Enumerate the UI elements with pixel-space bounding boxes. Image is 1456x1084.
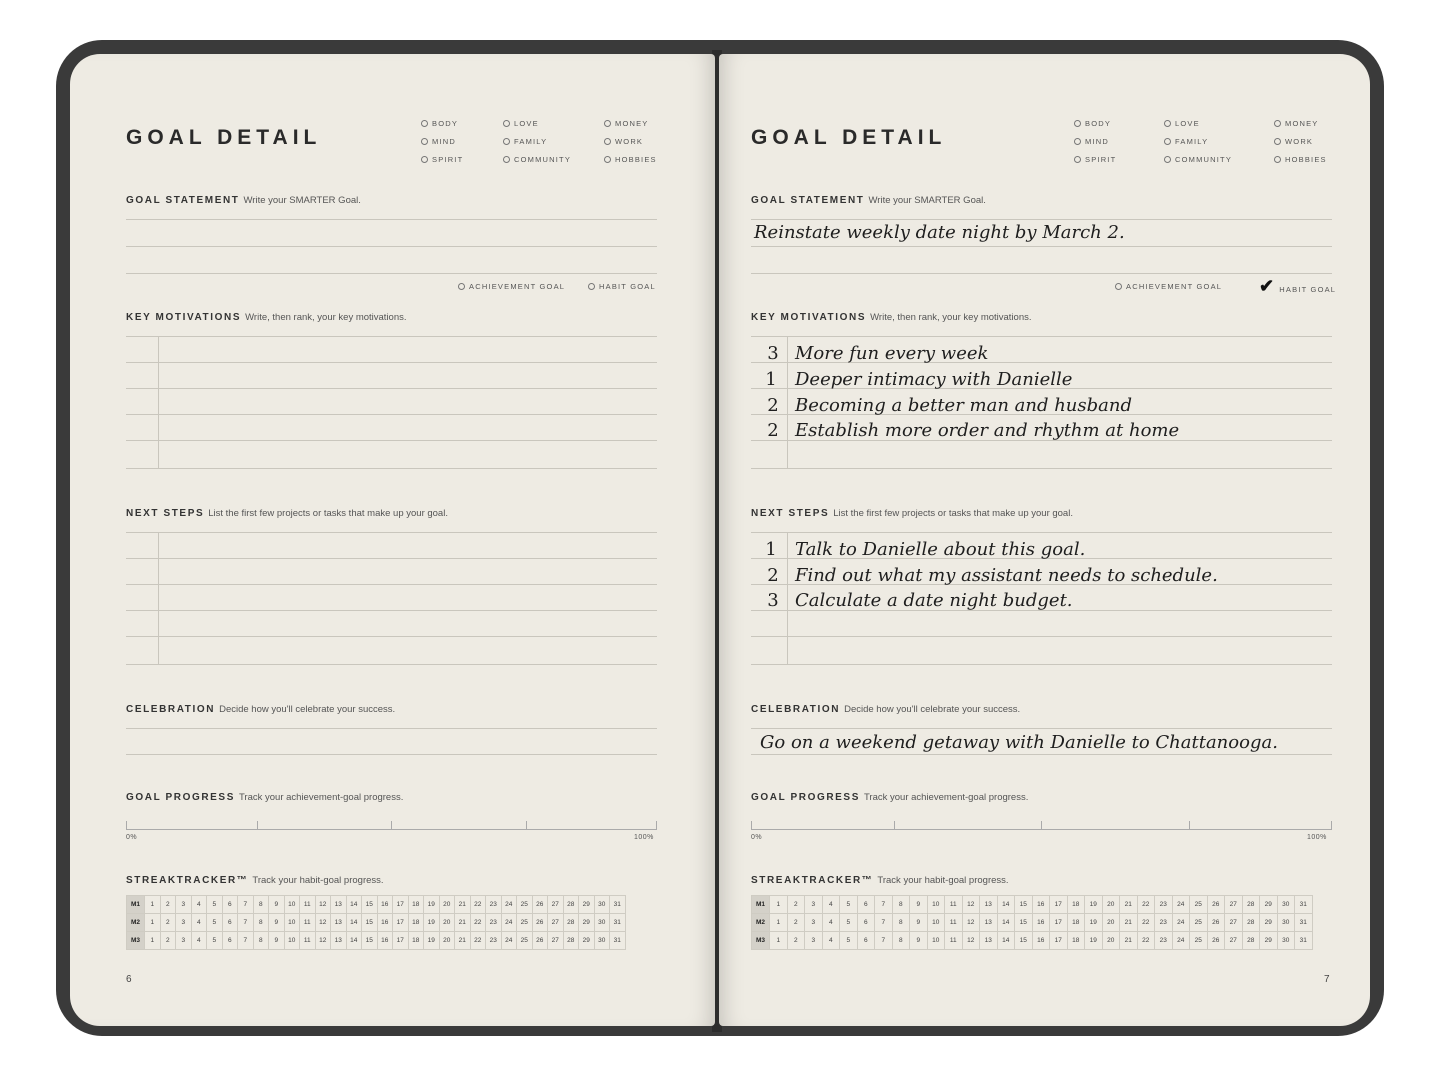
category-option[interactable]: COMMUNITY [503,155,571,164]
streak-day-cell[interactable]: 31 [1295,896,1313,914]
streak-day-cell[interactable]: 4 [191,896,207,914]
streak-day-cell[interactable]: 1 [770,896,788,914]
streak-day-cell[interactable]: 19 [1085,896,1103,914]
streak-day-cell[interactable]: 13 [980,896,998,914]
goal-statement-header: GOAL STATEMENT Write your SMARTER Goal. [751,195,986,206]
achievement-goal-option[interactable]: ACHIEVEMENT GOAL [458,282,565,291]
streak-row [752,896,1313,914]
category-option[interactable]: MIND [1074,137,1109,146]
streak-day-cell[interactable]: 23 [1155,896,1173,914]
streak-day-cell[interactable]: 28 [1242,896,1260,914]
page-title: GOAL DETAIL [126,126,322,149]
streak-day-cell[interactable]: 12 [962,932,980,950]
streak-day-cell[interactable]: 26 [1207,896,1225,914]
radio-circle-icon [421,156,428,163]
streak-day-cell[interactable]: 16 [1032,914,1050,932]
radio-circle-icon [588,283,595,290]
streak-day-cell[interactable]: 9 [269,932,285,950]
streak-day-cell[interactable]: 27 [548,932,564,950]
streak-day-cell[interactable]: 24 [501,932,517,950]
streak-day-cell[interactable]: 30 [1277,896,1295,914]
category-option[interactable]: MIND [421,137,456,146]
rule-line [126,219,657,220]
streak-day-cell[interactable]: 10 [284,932,300,950]
streak-day-cell[interactable]: 9 [269,914,285,932]
streak-day-cell[interactable]: 9 [269,896,285,914]
progress-end-label: 100% [634,834,654,841]
streak-row [752,914,1313,932]
streak-day-cell[interactable]: 15 [362,896,378,914]
radio-circle-icon [421,120,428,127]
category-option[interactable]: BODY [1074,119,1111,128]
streak-day-cell[interactable]: 30 [594,896,610,914]
goal-statement-text[interactable]: Reinstate weekly date night by March 2. [754,222,1125,243]
streak-day-cell[interactable]: 19 [424,914,440,932]
next-step-number[interactable]: 1 [765,539,777,560]
streak-day-cell[interactable]: 1 [145,932,161,950]
left-page [70,54,715,1026]
streak-day-cell[interactable]: 21 [455,896,471,914]
streak-day-cell[interactable]: 18 [408,914,424,932]
streak-day-cell[interactable]: 2 [787,932,805,950]
page-title: GOAL DETAIL [751,126,947,149]
page-number: 6 [126,974,132,985]
radio-circle-icon [1274,156,1281,163]
streak-day-cell[interactable]: 14 [997,914,1015,932]
streak-day-cell[interactable]: 20 [439,914,455,932]
streak-row-label: M3 [752,932,770,950]
radio-circle-icon [503,156,510,163]
category-option[interactable]: LOVE [1164,119,1200,128]
goal-statement-header: GOAL STATEMENT Write your SMARTER Goal. [126,195,361,206]
next-steps-header: NEXT STEPS List the first few projects or tasks that make up your goal. [751,508,1073,519]
right-page [719,54,1370,1026]
streak-day-cell[interactable]: 7 [875,896,893,914]
streak-day-cell[interactable]: 23 [486,914,502,932]
streak-day-cell[interactable]: 13 [331,896,347,914]
streak-day-cell[interactable]: 15 [1015,932,1033,950]
streak-day-cell[interactable]: 14 [346,914,362,932]
radio-circle-icon [604,156,611,163]
key-motivations-header: KEY MOTIVATIONS Write, then rank, your key motivations. [751,312,1032,323]
streak-day-cell[interactable]: 27 [548,896,564,914]
category-option[interactable]: WORK [604,137,643,146]
streak-day-cell[interactable]: 19 [1085,914,1103,932]
streak-day-cell[interactable]: 6 [222,896,238,914]
streak-day-cell[interactable]: 28 [563,932,579,950]
streak-day-cell[interactable]: 3 [805,932,823,950]
streak-day-cell[interactable]: 12 [315,896,331,914]
streak-day-cell[interactable]: 4 [822,932,840,950]
streak-day-cell[interactable]: 31 [610,932,626,950]
streak-day-cell[interactable]: 5 [840,896,858,914]
radio-circle-icon [1074,138,1081,145]
streak-day-cell[interactable]: 16 [377,896,393,914]
streak-day-cell[interactable]: 24 [501,914,517,932]
streak-day-cell[interactable]: 22 [1137,932,1155,950]
streak-day-cell[interactable]: 4 [191,932,207,950]
streak-day-cell[interactable]: 7 [238,914,254,932]
habit-goal-option[interactable]: ✔ HABIT GOAL [1259,276,1337,296]
streak-day-cell[interactable]: 21 [455,932,471,950]
streak-day-cell[interactable]: 15 [1015,896,1033,914]
streak-day-cell[interactable]: 6 [222,932,238,950]
streak-day-cell[interactable]: 3 [176,896,192,914]
habit-goal-option[interactable]: HABIT GOAL [588,282,656,291]
streak-day-cell[interactable]: 20 [439,896,455,914]
celebration-text[interactable]: Go on a weekend getaway with Danielle to Chattanooga. [760,732,1278,753]
streak-day-cell[interactable]: 14 [346,896,362,914]
streak-row [127,914,626,932]
streak-day-cell[interactable]: 31 [1295,932,1313,950]
streak-day-cell[interactable]: 30 [1277,932,1295,950]
streak-day-cell[interactable]: 8 [892,896,910,914]
streak-day-cell[interactable]: 8 [253,932,269,950]
streak-day-cell[interactable]: 16 [1032,932,1050,950]
category-option[interactable]: MONEY [604,119,649,128]
motivation-text[interactable]: Deeper intimacy with Danielle [795,369,1073,390]
streak-day-cell[interactable]: 12 [962,896,980,914]
rule-line [126,246,657,247]
streak-day-cell[interactable]: 12 [315,914,331,932]
next-step-number[interactable]: 2 [767,565,779,586]
streak-day-cell[interactable]: 26 [532,914,548,932]
streak-day-cell[interactable]: 24 [1172,896,1190,914]
streaktracker-header: STREAKTRACKER™ Track your habit-goal progress. [126,875,384,886]
streak-row-label: M2 [127,914,145,932]
streak-day-cell[interactable]: 28 [563,914,579,932]
streak-day-cell[interactable]: 23 [1155,914,1173,932]
streak-row [127,932,626,950]
motivation-text[interactable]: Becoming a better man and husband [795,395,1133,416]
streak-day-cell[interactable]: 5 [207,896,223,914]
streak-day-cell[interactable]: 19 [424,896,440,914]
streak-day-cell[interactable]: 23 [486,896,502,914]
streak-day-cell[interactable]: 28 [1242,932,1260,950]
streak-day-cell[interactable]: 3 [805,914,823,932]
streak-day-cell[interactable]: 3 [805,896,823,914]
streak-day-cell[interactable]: 8 [253,896,269,914]
streak-day-cell[interactable]: 5 [840,914,858,932]
streak-day-cell[interactable]: 17 [1050,914,1068,932]
streak-day-cell[interactable]: 21 [1120,932,1138,950]
streak-day-cell[interactable]: 20 [439,932,455,950]
streak-day-cell[interactable]: 3 [176,932,192,950]
streak-day-cell[interactable]: 28 [563,896,579,914]
streak-day-cell[interactable]: 8 [253,914,269,932]
streak-day-cell[interactable]: 10 [927,896,945,914]
motivation-rank[interactable]: 3 [767,343,779,364]
streak-day-cell[interactable]: 28 [1242,914,1260,932]
category-option[interactable]: LOVE [503,119,539,128]
streak-day-cell[interactable]: 15 [1015,914,1033,932]
page-number: 7 [1324,974,1330,985]
streak-day-cell[interactable]: 19 [1085,932,1103,950]
streak-day-cell[interactable]: 1 [770,932,788,950]
streak-day-cell[interactable]: 1 [145,914,161,932]
streak-day-cell[interactable]: 14 [997,932,1015,950]
streak-day-cell[interactable]: 16 [377,914,393,932]
streak-table [126,895,626,950]
motivation-rank[interactable]: 2 [767,395,779,416]
streak-day-cell[interactable]: 25 [517,896,533,914]
streak-day-cell[interactable]: 23 [486,932,502,950]
category-option[interactable]: WORK [1274,137,1313,146]
streak-day-cell[interactable]: 16 [377,932,393,950]
streak-day-cell[interactable]: 21 [455,914,471,932]
streak-day-cell[interactable]: 11 [300,914,316,932]
next-step-text[interactable]: Find out what my assistant needs to schedule. [795,565,1218,586]
streak-day-cell[interactable]: 29 [1260,914,1278,932]
streak-day-cell[interactable]: 5 [207,932,223,950]
streak-day-cell[interactable]: 17 [1050,896,1068,914]
category-option[interactable]: COMMUNITY [1164,155,1232,164]
category-option[interactable]: FAMILY [503,137,547,146]
next-step-text[interactable]: Calculate a date night budget. [795,590,1073,611]
motivation-text[interactable]: Establish more order and rhythm at home [795,420,1180,441]
streak-day-cell[interactable]: 17 [393,914,409,932]
streak-day-cell[interactable]: 11 [300,896,316,914]
streak-day-cell[interactable]: 13 [980,932,998,950]
streak-day-cell[interactable]: 30 [1277,914,1295,932]
streak-day-cell[interactable]: 13 [980,914,998,932]
streak-day-cell[interactable]: 7 [875,932,893,950]
streak-day-cell[interactable]: 10 [284,914,300,932]
streak-day-cell[interactable]: 19 [424,932,440,950]
streak-day-cell[interactable]: 27 [1225,914,1243,932]
goal-progress-header: GOAL PROGRESS Track your achievement-goal progress. [126,792,404,803]
next-step-number[interactable]: 3 [767,590,779,611]
streak-day-cell[interactable]: 22 [470,914,486,932]
progress-start-label: 0% [126,834,138,841]
streak-day-cell[interactable]: 9 [910,896,928,914]
streak-day-cell[interactable]: 2 [787,914,805,932]
category-option[interactable]: FAMILY [1164,137,1208,146]
streak-day-cell[interactable]: 29 [1260,932,1278,950]
streak-day-cell[interactable]: 30 [594,932,610,950]
radio-circle-icon [421,138,428,145]
streak-day-cell[interactable]: 25 [1190,932,1208,950]
streak-row [752,932,1313,950]
streak-day-cell[interactable]: 31 [1295,914,1313,932]
category-option[interactable]: SPIRIT [1074,155,1116,164]
streak-day-cell[interactable]: 6 [857,914,875,932]
streak-day-cell[interactable]: 20 [1102,914,1120,932]
radio-circle-icon [458,283,465,290]
category-option[interactable]: MONEY [1274,119,1319,128]
streak-day-cell[interactable]: 21 [1120,896,1138,914]
category-option[interactable]: BODY [421,119,458,128]
streak-day-cell[interactable]: 9 [910,914,928,932]
streak-day-cell[interactable]: 8 [892,932,910,950]
streak-day-cell[interactable]: 11 [945,896,963,914]
streak-day-cell[interactable]: 12 [315,932,331,950]
streak-row-label: M3 [127,932,145,950]
streak-day-cell[interactable]: 22 [470,932,486,950]
streak-day-cell[interactable]: 11 [945,914,963,932]
streak-row-label: M1 [752,896,770,914]
streak-day-cell[interactable]: 25 [1190,914,1208,932]
streak-day-cell[interactable]: 6 [857,932,875,950]
streak-day-cell[interactable]: 29 [1260,896,1278,914]
streak-day-cell[interactable]: 18 [1067,932,1085,950]
streak-day-cell[interactable]: 10 [927,932,945,950]
streak-day-cell[interactable]: 26 [1207,932,1225,950]
streak-day-cell[interactable]: 4 [822,914,840,932]
radio-circle-icon [1164,138,1171,145]
streak-day-cell[interactable]: 27 [1225,932,1243,950]
streak-day-cell[interactable]: 22 [470,896,486,914]
streak-table [751,895,1313,950]
streak-day-cell[interactable]: 18 [1067,914,1085,932]
streak-day-cell[interactable]: 10 [927,914,945,932]
streak-day-cell[interactable]: 5 [840,932,858,950]
streak-day-cell[interactable]: 14 [346,932,362,950]
streak-row-label: M2 [752,914,770,932]
streak-day-cell[interactable]: 25 [1190,896,1208,914]
streak-day-cell[interactable]: 17 [393,896,409,914]
category-option[interactable]: SPIRIT [421,155,463,164]
streak-day-cell[interactable]: 17 [393,932,409,950]
streak-day-cell[interactable]: 3 [176,914,192,932]
radio-circle-icon [1074,120,1081,127]
celebration-header: CELEBRATION Decide how you'll celebrate your success. [126,704,396,715]
radio-circle-icon [1274,138,1281,145]
streak-day-cell[interactable]: 22 [1137,896,1155,914]
radio-circle-icon [1274,120,1281,127]
streak-day-cell[interactable]: 22 [1137,914,1155,932]
streak-day-cell[interactable]: 27 [1225,896,1243,914]
streak-day-cell[interactable]: 26 [1207,914,1225,932]
achievement-goal-option[interactable]: ACHIEVEMENT GOAL [1115,282,1222,291]
streak-day-cell[interactable]: 5 [207,914,223,932]
radio-circle-icon [1164,156,1171,163]
streak-day-cell[interactable]: 12 [962,914,980,932]
streak-day-cell[interactable]: 16 [1032,896,1050,914]
streak-day-cell[interactable]: 27 [548,914,564,932]
streaktracker-header: STREAKTRACKER™ Track your habit-goal progress. [751,875,1009,886]
streak-day-cell[interactable]: 13 [331,914,347,932]
streak-day-cell[interactable]: 1 [145,896,161,914]
streak-day-cell[interactable]: 24 [501,896,517,914]
streak-day-cell[interactable]: 29 [579,932,595,950]
streak-day-cell[interactable]: 18 [408,932,424,950]
key-motivations-header: KEY MOTIVATIONS Write, then rank, your key motivations. [126,312,407,323]
streak-day-cell[interactable]: 15 [362,914,378,932]
radio-circle-icon [503,120,510,127]
streak-day-cell[interactable]: 31 [610,914,626,932]
streak-day-cell[interactable]: 2 [160,914,176,932]
streak-day-cell[interactable]: 2 [787,896,805,914]
streak-day-cell[interactable]: 4 [191,914,207,932]
streak-day-cell[interactable]: 25 [517,914,533,932]
progress-end-label: 100% [1307,834,1327,841]
streak-day-cell[interactable]: 9 [910,932,928,950]
category-option[interactable]: HOBBIES [604,155,657,164]
streak-day-cell[interactable]: 13 [331,932,347,950]
streak-day-cell[interactable]: 21 [1120,914,1138,932]
motivation-rank[interactable]: 1 [765,369,777,390]
streak-day-cell[interactable]: 17 [1050,932,1068,950]
streak-day-cell[interactable]: 18 [1067,896,1085,914]
streak-day-cell[interactable]: 2 [160,932,176,950]
goal-progress-header: GOAL PROGRESS Track your achievement-goal progress. [751,792,1029,803]
streak-day-cell[interactable]: 7 [238,896,254,914]
streak-day-cell[interactable]: 30 [594,914,610,932]
streak-day-cell[interactable]: 20 [1102,896,1120,914]
radio-circle-icon [1164,120,1171,127]
streak-day-cell[interactable]: 18 [408,896,424,914]
streak-day-cell[interactable]: 29 [579,896,595,914]
radio-circle-icon [503,138,510,145]
streak-day-cell[interactable]: 6 [222,914,238,932]
streak-day-cell[interactable]: 23 [1155,932,1173,950]
streak-day-cell[interactable]: 2 [160,896,176,914]
streak-day-cell[interactable]: 10 [284,896,300,914]
rule-line [126,273,657,274]
streak-day-cell[interactable]: 20 [1102,932,1120,950]
streak-day-cell[interactable]: 31 [610,896,626,914]
radio-circle-icon [604,138,611,145]
next-step-text[interactable]: Talk to Danielle about this goal. [795,539,1086,560]
streak-day-cell[interactable]: 4 [822,896,840,914]
streak-day-cell[interactable]: 29 [579,914,595,932]
streak-day-cell[interactable]: 24 [1172,932,1190,950]
streak-row [127,896,626,914]
streak-day-cell[interactable]: 7 [238,932,254,950]
radio-circle-icon [1115,283,1122,290]
category-option[interactable]: HOBBIES [1274,155,1327,164]
streak-day-cell[interactable]: 6 [857,896,875,914]
streak-day-cell[interactable]: 25 [517,932,533,950]
streak-day-cell[interactable]: 15 [362,932,378,950]
streak-day-cell[interactable]: 8 [892,914,910,932]
streak-day-cell[interactable]: 14 [997,896,1015,914]
streak-day-cell[interactable]: 26 [532,932,548,950]
radio-circle-icon [1074,156,1081,163]
streak-day-cell[interactable]: 7 [875,914,893,932]
streak-day-cell[interactable]: 1 [770,914,788,932]
streak-day-cell[interactable]: 11 [300,932,316,950]
radio-circle-icon [604,120,611,127]
streak-day-cell[interactable]: 24 [1172,914,1190,932]
streak-row-label: M1 [127,896,145,914]
streak-day-cell[interactable]: 11 [945,932,963,950]
motivation-text[interactable]: More fun every week [795,343,989,364]
streak-day-cell[interactable]: 26 [532,896,548,914]
celebration-header: CELEBRATION Decide how you'll celebrate your success. [751,704,1021,715]
checkmark-icon: ✔ [1259,276,1276,296]
motivation-rank[interactable]: 2 [767,420,779,441]
next-steps-header: NEXT STEPS List the first few projects or tasks that make up your goal. [126,508,448,519]
progress-start-label: 0% [751,834,763,841]
